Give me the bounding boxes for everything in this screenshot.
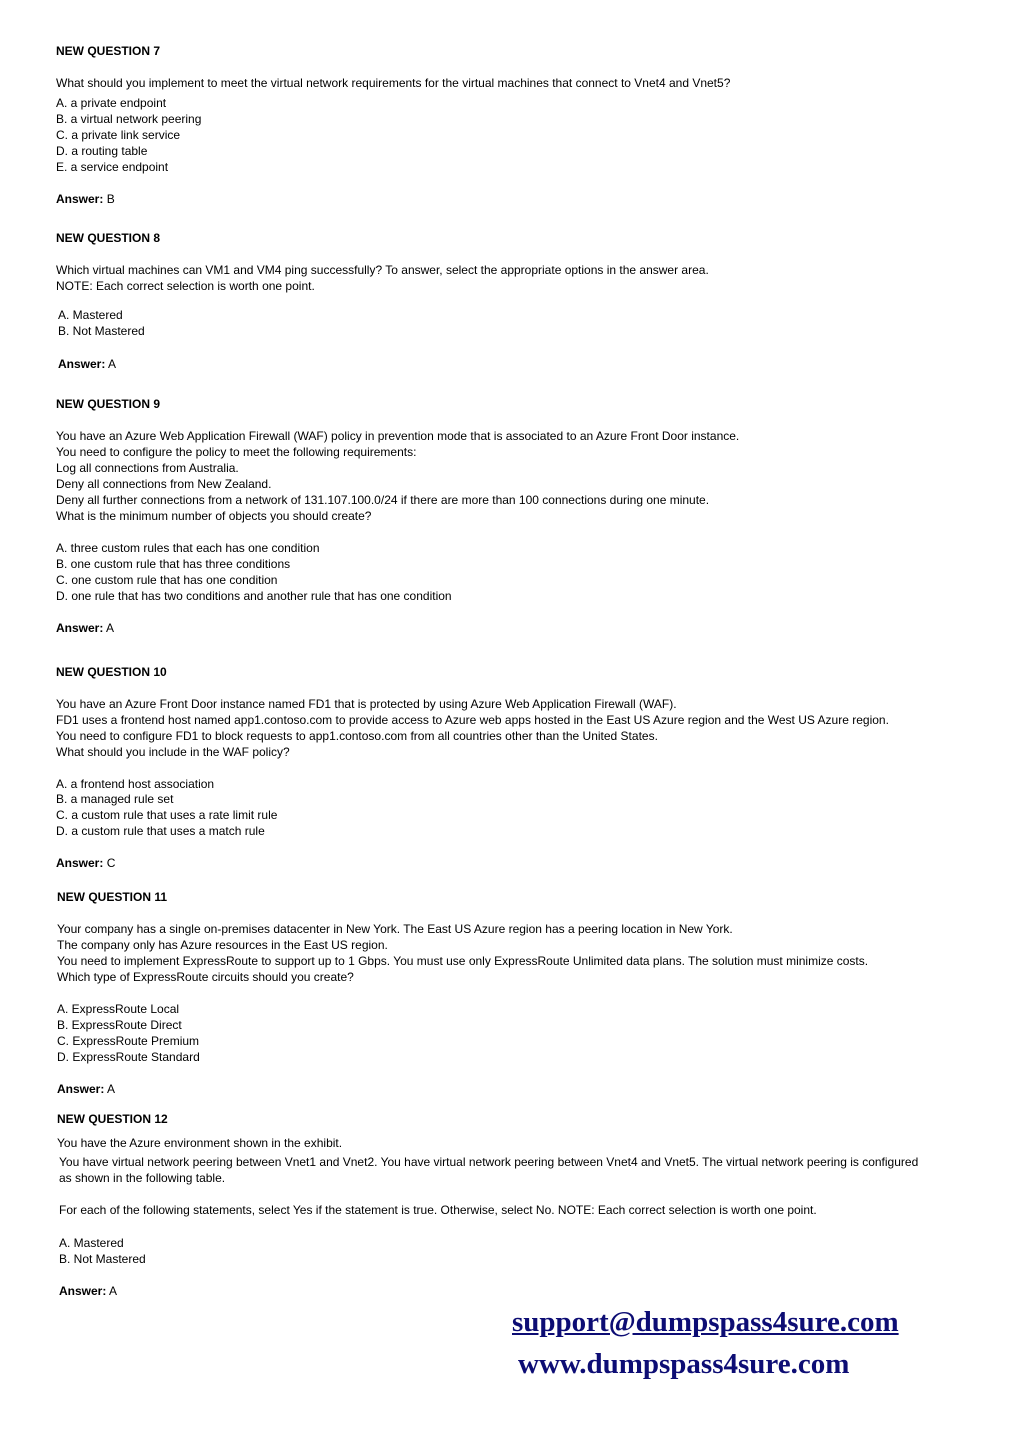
answer-value: A: [109, 1284, 118, 1298]
question-stem: What should you implement to meet the virtual network requirements for the virtual machines that connect to Vnet4 and Vnet5?: [56, 76, 731, 90]
option-e: E. a service endpoint: [56, 160, 169, 174]
answer-value: A: [107, 1082, 116, 1096]
option-d: D. ExpressRoute Standard: [57, 1050, 200, 1064]
answer-line: [56, 856, 115, 871]
question-stem: You need to configure FD1 to block requests to app1.contoso.com from all countries other than the United States.: [56, 729, 658, 743]
option-b: B. a virtual network peering: [56, 112, 202, 126]
question-stem: For each of the following statements, select Yes if the statement is true. Otherwise, select No. NOTE: Each correct selection is worth one point.: [59, 1203, 817, 1217]
option-b: B. one custom rule that has three conditions: [56, 557, 291, 571]
answer-line: [57, 1082, 115, 1097]
question-stem: NOTE: Each correct selection is worth one point.: [56, 279, 315, 293]
website-link[interactable]: www.dumpspass4sure.com: [518, 1348, 850, 1380]
answer-value: A: [108, 357, 117, 371]
question-title: NEW QUESTION 10: [56, 665, 167, 679]
question-stem: Which virtual machines can VM1 and VM4 ping successfully? To answer, select the appropriate options in the answer area.: [56, 263, 709, 277]
question-stem: You have virtual network peering between Vnet1 and Vnet2. You have virtual network peering between Vnet4 and Vnet5. The virtual network peering is configured: [59, 1155, 919, 1169]
answer-label: Answer:: [56, 621, 104, 635]
option-a: A. Mastered: [58, 308, 123, 322]
answer-label: Answer:: [56, 192, 104, 206]
option-b: B. Not Mastered: [59, 1252, 146, 1266]
answer-label: Answer:: [56, 856, 104, 870]
answer-value: B: [106, 192, 115, 206]
question-title: NEW QUESTION 8: [56, 231, 161, 245]
question-stem: FD1 uses a frontend host named app1.contoso.com to provide access to Azure web apps hosted in the East US Azure region and the West US Azure region.: [56, 713, 889, 727]
option-c: C. a private link service: [56, 128, 181, 142]
question-stem: What should you include in the WAF policy?: [56, 745, 290, 759]
option-b: B. a managed rule set: [56, 792, 174, 806]
option-a: A. ExpressRoute Local: [57, 1002, 180, 1016]
question-title: NEW QUESTION 9: [56, 397, 161, 411]
option-c: C. one custom rule that has one condition: [56, 573, 278, 587]
question-stem: The company only has Azure resources in the East US region.: [57, 938, 388, 952]
option-d: D. a custom rule that uses a match rule: [56, 824, 265, 838]
requirement: Log all connections from Australia.: [56, 461, 239, 475]
question-stem: Which type of ExpressRoute circuits should you create?: [57, 970, 354, 984]
question-stem: You have an Azure Web Application Firewall (WAF) policy in prevention mode that is associated to an Azure Front Door instance.: [56, 429, 740, 443]
answer-value: A: [106, 621, 115, 635]
answer-line: [58, 357, 116, 372]
answer-label: Answer:: [59, 1284, 107, 1298]
option-a: A. three custom rules that each has one condition: [56, 541, 320, 555]
question-stem: Your company has a single on-premises datacenter in New York. The East US Azure region has a peering location in New York.: [57, 922, 733, 936]
option-b: B. ExpressRoute Direct: [57, 1018, 182, 1032]
answer-line: [56, 621, 114, 636]
option-c: C. ExpressRoute Premium: [57, 1034, 200, 1048]
question-stem: You need to implement ExpressRoute to support up to 1 Gbps. You must use only ExpressRoute Unlimited data plans. The solution must minimize costs.: [57, 954, 869, 968]
requirement: Deny all connections from New Zealand.: [56, 477, 272, 491]
option-d: D. a routing table: [56, 144, 148, 158]
question-title: NEW QUESTION 7: [56, 44, 161, 58]
question-stem: What is the minimum number of objects you should create?: [56, 509, 372, 523]
question-stem: You have the Azure environment shown in the exhibit.: [57, 1136, 343, 1150]
question-title: NEW QUESTION 11: [57, 890, 168, 904]
answer-line: [56, 192, 115, 207]
answer-line: [59, 1284, 117, 1299]
answer-label: Answer:: [58, 357, 106, 371]
option-a: A. a frontend host association: [56, 777, 215, 791]
option-a: A. a private endpoint: [56, 96, 167, 110]
answer-value: C: [106, 856, 116, 870]
support-email-link[interactable]: support@dumpspass4sure.com: [512, 1306, 899, 1338]
question-title: NEW QUESTION 12: [57, 1112, 168, 1126]
question-stem: You have an Azure Front Door instance named FD1 that is protected by using Azure Web Application Firewall (WAF).: [56, 697, 677, 711]
answer-label: Answer:: [57, 1082, 105, 1096]
question-stem: You need to configure the policy to meet the following requirements:: [56, 445, 417, 459]
question-stem: as shown in the following table.: [59, 1171, 226, 1185]
requirement: Deny all further connections from a network of 131.107.100.0/24 if there are more than 100 connections during one minute.: [56, 493, 710, 507]
option-b: B. Not Mastered: [58, 324, 145, 338]
option-c: C. a custom rule that uses a rate limit rule: [56, 808, 278, 822]
option-a: A. Mastered: [59, 1236, 124, 1250]
option-d: D. one rule that has two conditions and another rule that has one condition: [56, 589, 452, 603]
